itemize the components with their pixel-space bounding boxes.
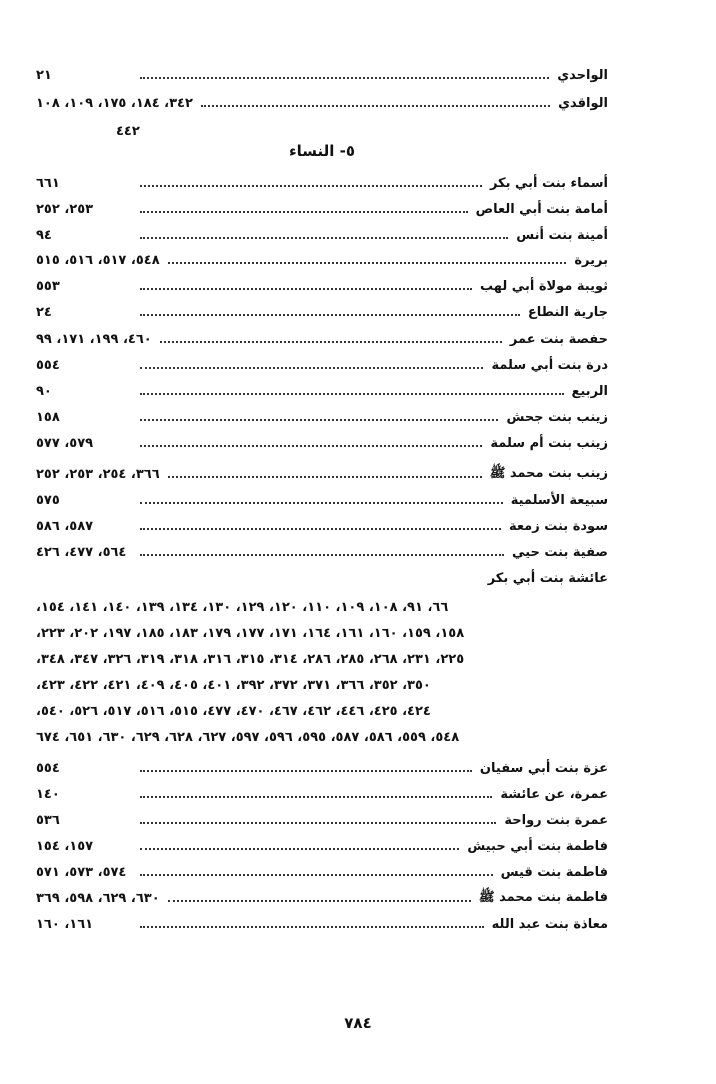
entry-pages: ١٥٨، ١٥٩، ١٦٠، ١٦١، ١٦٤، ١٧١، ١٧٧، ١٧٩، ١٨٣، ١٨٥، ١٩٧، ٢٠٢، ٢٢٣، bbox=[36, 625, 465, 641]
index-entry bbox=[36, 249, 608, 271]
leader-dots bbox=[140, 822, 496, 824]
index-entry bbox=[36, 913, 608, 935]
index-entry bbox=[36, 541, 608, 563]
leader-dots bbox=[140, 502, 503, 504]
entry-name: أمينة بنت أنس bbox=[516, 227, 608, 243]
index-entry bbox=[36, 224, 608, 246]
leader-dots bbox=[140, 419, 498, 421]
index-entry bbox=[36, 406, 608, 428]
index-entry bbox=[36, 861, 608, 883]
entry-pages-line bbox=[36, 726, 608, 748]
entry-name: فاطمة بنت محمد ﷺ bbox=[478, 889, 608, 905]
entry-pages: ٤٤٢ bbox=[116, 123, 140, 139]
entry-name: زينب بنت أم سلمة bbox=[490, 435, 608, 451]
entry-name: درة بنت أبي سلمة bbox=[491, 357, 608, 373]
entry-pages: ١٦١، ١٦٠ bbox=[36, 916, 94, 932]
entry-name: فاطمة بنت أبي حبيش bbox=[467, 838, 608, 854]
entry-pages: ٣٦٦، ٢٥٤، ٢٥٣، ٢٥٢ bbox=[36, 466, 160, 482]
entry-pages: ٣٥٠، ٣٥٢، ٣٦٦، ٣٧١، ٣٧٢، ٣٩٢، ٤٠١، ٤٠٥، ٤٠٩، ٤٢١، ٤٢٢، ٤٢٣، bbox=[36, 677, 431, 693]
index-entry bbox=[36, 198, 608, 220]
index-entry-aisha bbox=[36, 567, 608, 589]
leader-dots bbox=[140, 237, 508, 239]
index-entry bbox=[36, 172, 608, 194]
entry-pages: ٢٤ bbox=[36, 304, 52, 320]
page-number: ٧٨٤ bbox=[344, 1014, 372, 1032]
leader-dots bbox=[140, 185, 482, 187]
entry-name: عائشة بنت أبي بكر bbox=[487, 570, 608, 586]
entry-pages: ٣٤٢، ١٨٤، ١٧٥، ١٠٩، ١٠٨ bbox=[36, 95, 193, 111]
entry-pages: ٥٣٦ bbox=[36, 812, 60, 828]
entry-pages: ٤٦٠، ١٩٩، ١٧١، ٩٩ bbox=[36, 331, 152, 347]
entry-name: ثويبة مولاة أبي لهب bbox=[480, 278, 608, 294]
entry-name: معاذة بنت عبد الله bbox=[491, 916, 608, 932]
entry-pages: ٥٨٧، ٥٨٦ bbox=[36, 518, 94, 534]
entry-name: أسماء بنت أبي بكر bbox=[489, 175, 608, 191]
leader-dots bbox=[140, 367, 483, 369]
section-heading: ٥- النساء bbox=[288, 142, 356, 160]
leader-dots bbox=[140, 314, 520, 316]
entry-pages-line bbox=[36, 648, 608, 670]
entry-name: عمرة، عن عائشة bbox=[500, 786, 608, 802]
entry-name: الواقدي bbox=[558, 95, 608, 111]
entry-pages: ١٥٧، ١٥٤ bbox=[36, 838, 94, 854]
index-entry bbox=[36, 887, 608, 909]
entry-pages: ٥٥٤ bbox=[36, 760, 60, 776]
entry-pages-line bbox=[36, 622, 608, 644]
entry-pages: ٦٦، ٩١، ١٠٨، ١٠٩، ١١٠، ١٢٠، ١٢٩، ١٣٠، ١٣٤، ١٣٩، ١٤٠، ١٤١، ١٥٤، bbox=[36, 599, 449, 615]
leader-dots bbox=[201, 105, 550, 107]
leader-dots bbox=[140, 528, 501, 530]
leader-dots bbox=[140, 874, 493, 876]
entry-pages: ٥٥٤ bbox=[36, 357, 60, 373]
index-entry bbox=[36, 275, 608, 297]
entry-name: عزة بنت أبي سفيان bbox=[479, 760, 608, 776]
index-entry bbox=[36, 380, 608, 402]
leader-dots bbox=[140, 926, 484, 928]
index-entry bbox=[36, 328, 608, 350]
entry-pages: ٥٦٤، ٤٧٧، ٤٢٦ bbox=[36, 544, 127, 560]
entry-pages: ٢١ bbox=[36, 67, 52, 83]
leader-dots bbox=[140, 554, 504, 556]
entry-pages-line bbox=[36, 674, 608, 696]
leader-dots bbox=[140, 445, 482, 447]
leader-dots bbox=[168, 900, 471, 902]
entry-pages: ٥٧٤، ٥٧٣، ٥٧١ bbox=[36, 864, 127, 880]
entry-pages: ٥٤٨، ٥٥٩، ٥٨٦، ٥٨٧، ٥٩٥، ٥٩٦، ٥٩٧، ٦٢٧، ٦٢٨، ٦٢٩، ٦٣٠، ٦٥١، ٦٧٤ bbox=[36, 729, 460, 745]
index-entry bbox=[36, 515, 608, 537]
index-entry bbox=[36, 489, 608, 511]
entry-pages: ١٤٠ bbox=[36, 786, 60, 802]
leader-dots bbox=[140, 770, 472, 772]
entry-pages: ٤٢٤، ٤٢٥، ٤٤٦، ٤٦٢، ٤٦٧، ٤٧٠، ٤٧٧، ٥١٥، ٥١٦، ٥١٧، ٥٢٦، ٥٤٠، bbox=[36, 703, 431, 719]
entry-pages: ٥٧٥ bbox=[36, 492, 60, 508]
leader-dots bbox=[160, 341, 502, 343]
entry-name: فاطمة بنت قيس bbox=[500, 864, 608, 880]
index-entry bbox=[36, 809, 608, 831]
index-entry bbox=[36, 757, 608, 779]
entry-pages: ٥٧٩، ٥٧٧ bbox=[36, 435, 94, 451]
leader-dots bbox=[140, 848, 459, 850]
leader-dots bbox=[140, 288, 472, 290]
leader-dots bbox=[140, 77, 549, 79]
entry-pages: ٥٤٨، ٥١٧، ٥١٦، ٥١٥ bbox=[36, 252, 160, 268]
index-entry bbox=[36, 64, 608, 86]
leader-dots bbox=[168, 262, 567, 264]
entry-name: جارية النطاع bbox=[527, 304, 608, 320]
entry-name: عمرة بنت رواحة bbox=[504, 812, 608, 828]
index-entry bbox=[36, 432, 608, 454]
entry-pages: ٦٦١ bbox=[36, 175, 60, 191]
entry-name: الواحدي bbox=[557, 67, 608, 83]
entry-name: سبيعة الأسلمية bbox=[510, 492, 608, 508]
entry-pages: ٩٠ bbox=[36, 383, 52, 399]
entry-pages-line bbox=[36, 596, 608, 618]
entry-name: صفية بنت حيي bbox=[512, 544, 608, 560]
entry-name: سودة بنت زمعة bbox=[508, 518, 608, 534]
entry-pages: ٦٣٠، ٦٢٩، ٥٩٨، ٣٦٩ bbox=[36, 890, 160, 906]
index-entry bbox=[36, 301, 608, 323]
index-entry bbox=[36, 92, 608, 114]
index-entry bbox=[36, 354, 608, 376]
leader-dots bbox=[140, 796, 492, 798]
entry-name: أمامة بنت أبي العاص bbox=[475, 201, 608, 217]
index-entry bbox=[36, 783, 608, 805]
entry-pages-line bbox=[36, 700, 608, 722]
entry-name: بريرة bbox=[574, 252, 608, 268]
entry-name: الربيع bbox=[571, 383, 608, 399]
entry-pages: ٢٢٥، ٢٣١، ٢٦٨، ٢٨٥، ٢٨٦، ٣١٤، ٣١٥، ٣١٦، ٣١٨، ٣١٩، ٣٢٦، ٣٤٧، ٣٤٨، bbox=[36, 651, 465, 667]
entry-name: زينب بنت محمد ﷺ bbox=[489, 465, 608, 481]
entry-pages: ٢٥٣، ٢٥٢ bbox=[36, 201, 94, 217]
leader-dots bbox=[140, 393, 564, 395]
entry-pages: ١٥٨ bbox=[36, 409, 60, 425]
leader-dots bbox=[168, 476, 482, 478]
leader-dots bbox=[140, 211, 468, 213]
index-entry bbox=[36, 835, 608, 857]
index-entry bbox=[36, 463, 608, 485]
entry-pages: ٥٥٣ bbox=[36, 278, 60, 294]
entry-name: حفصة بنت عمر bbox=[509, 331, 608, 347]
entry-pages: ٩٤ bbox=[36, 227, 52, 243]
entry-name: زينب بنت جحش bbox=[506, 409, 608, 425]
entry-continuation bbox=[36, 120, 608, 142]
